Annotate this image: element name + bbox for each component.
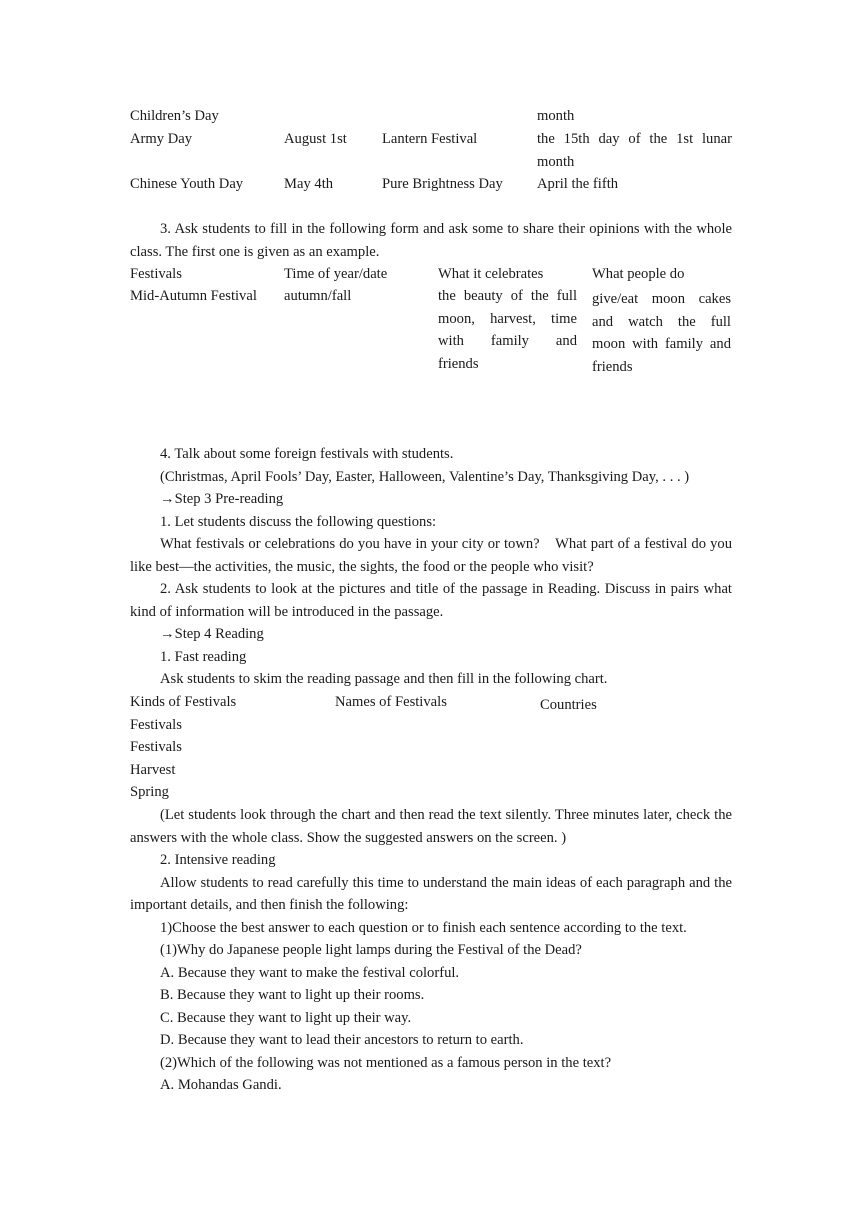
- answer-option: A. Mohandas Gandi.: [160, 1077, 282, 1093]
- table-cell: month: [537, 108, 575, 124]
- cell-line: moon, harvest, time: [438, 310, 577, 327]
- cell-line: with family and: [438, 333, 577, 349]
- paragraph-text: 1. Let students discuss the following questions:: [160, 513, 437, 530]
- lesson-body-continued: [130, 804, 732, 1097]
- paragraph-text: Ask students to skim the reading passage and then fill in the following chart.: [160, 671, 608, 687]
- table-cell: April the fifth: [537, 176, 619, 192]
- paragraph-text: (Christmas, April Fools’ Day, Easter, Halloween, Valentine’s Day, Thanksgiving Day, . . . ): [160, 468, 690, 485]
- cell-line: friends: [592, 358, 633, 375]
- paragraph-text: 2. Ask students to look at the pictures and title of the passage in Reading. Discuss in pairs what kind of information will be introduced in the passage.: [130, 581, 732, 620]
- table-cell: [592, 288, 731, 378]
- table-cell: Spring: [130, 784, 169, 800]
- table-cell: [438, 285, 577, 375]
- table-cell: Pure Brightness Day: [382, 176, 503, 192]
- table-cell: Harvest: [130, 762, 176, 778]
- instruction-paragraph: [130, 218, 732, 263]
- answer-option: B. Because they want to light up their rooms.: [160, 987, 425, 1003]
- table-header: Names of Festivals: [335, 694, 447, 710]
- question-text: (2)Which of the following was not mentioned as a famous person in the text?: [160, 1054, 612, 1071]
- answer-option: C. Because they want to light up their way.: [160, 1009, 412, 1026]
- table-header: Time of year/date: [284, 266, 388, 282]
- cell-line: the 15th day of the 1st lunar: [537, 131, 732, 147]
- table-cell: Children’s Day: [130, 108, 219, 124]
- lesson-body: [130, 443, 732, 691]
- paragraph-text: What festivals or celebrations do you have in your city or town? What part of a festival do you like best—the activities, the music, the sights, the food or the people who visit?: [130, 536, 732, 575]
- cell-line: friends: [438, 355, 479, 372]
- table-cell: autumn/fall: [284, 288, 352, 304]
- table-cell: Festivals: [130, 739, 182, 755]
- cell-line: moon with family and: [592, 336, 731, 352]
- table-header: Festivals: [130, 266, 182, 282]
- table-cell: Festivals: [130, 717, 182, 733]
- cell-line: the beauty of the full: [438, 288, 577, 304]
- table-cell: August 1st: [284, 131, 347, 147]
- answer-option: A. Because they want to make the festival colorful.: [160, 964, 460, 981]
- paragraph-text: (Let students look through the chart and then read the text silently. Three minutes later, check the answers with the whole class. Show the suggested answers on the screen. ): [130, 807, 732, 846]
- table-cell: Chinese Youth Day: [130, 176, 244, 192]
- paragraph-text: 4. Talk about some foreign festivals with students.: [160, 446, 454, 462]
- step-heading: →Step 3 Pre-reading: [160, 491, 284, 507]
- table-cell: Lantern Festival: [382, 131, 478, 147]
- table-cell: Mid-Autumn Festival: [130, 288, 257, 304]
- table-cell: [537, 128, 732, 173]
- table-header: Countries: [540, 697, 597, 713]
- step-heading: →Step 4 Reading: [160, 626, 264, 642]
- paragraph-text: 2. Intensive reading: [160, 852, 276, 868]
- paragraph-text: 1)Choose the best answer to each question or to finish each sentence according to the text.: [160, 919, 687, 936]
- paragraph-text: 3. Ask students to fill in the following form and ask some to share their opinions with the whole class. The first one is given as an example.: [130, 221, 732, 260]
- cell-line: month: [537, 153, 575, 170]
- cell-line: and watch the full: [592, 313, 731, 330]
- table-cell: May 4th: [284, 176, 334, 192]
- paragraph-text: 1. Fast reading: [160, 648, 247, 665]
- table-cell: Army Day: [130, 131, 193, 147]
- table-header: Kinds of Festivals: [130, 694, 237, 710]
- paragraph-text: Allow students to read carefully this time to understand the main ideas of each paragraph and the important details, and then finish the following:: [130, 874, 732, 913]
- question-text: (1)Why do Japanese people light lamps during the Festival of the Dead?: [160, 942, 582, 958]
- answer-option: D. Because they want to lead their ancestors to return to earth.: [160, 1032, 524, 1048]
- table-header: What people do: [592, 266, 685, 282]
- cell-line: give/eat moon cakes: [592, 291, 731, 307]
- table-header: What it celebrates: [438, 266, 544, 282]
